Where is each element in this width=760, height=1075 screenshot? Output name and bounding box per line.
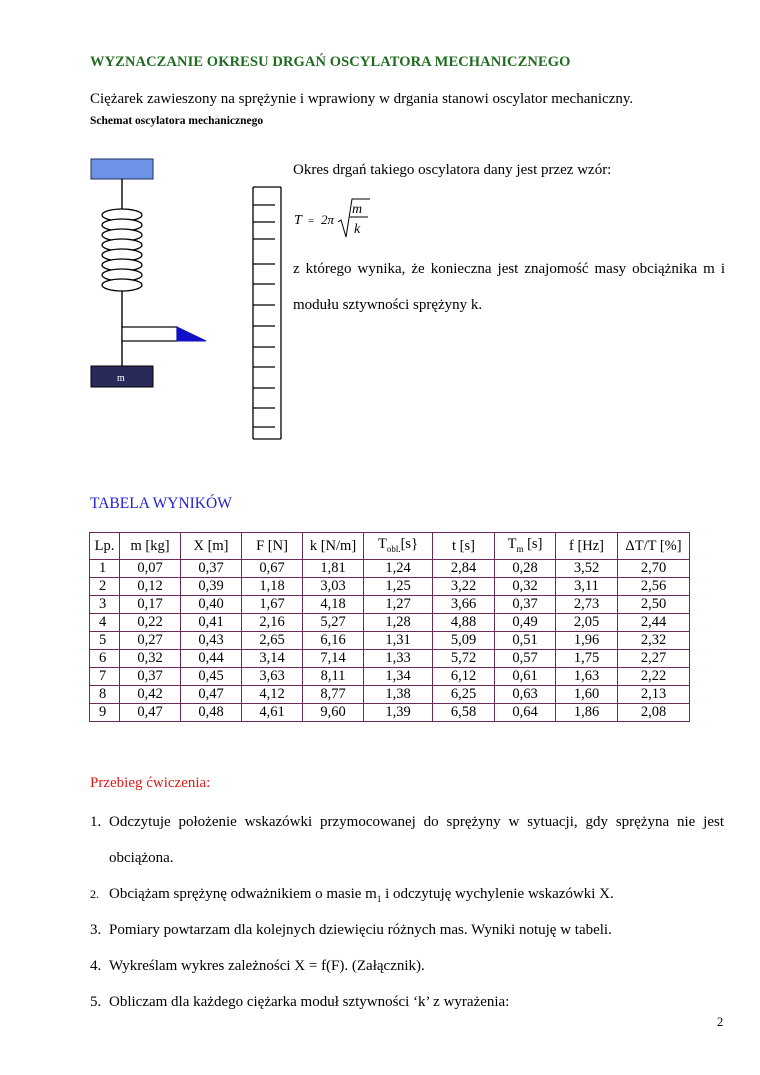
table-cell: 0,67 [242, 560, 303, 578]
header-m: m [kg] [120, 533, 181, 560]
formula-eq: = [308, 215, 315, 227]
intro-paragraph: Ciężarek zawieszony na sprężynie i wprawiony w drgania stanowi oscylator mechaniczny. [90, 91, 634, 107]
header-tobl: $T_{obl.}[s\}$ [364, 533, 433, 560]
table-cell: 2,50 [618, 596, 690, 614]
table-row [90, 578, 690, 596]
table-cell: 1,27 [364, 596, 433, 614]
table-cell: 3,66 [433, 596, 495, 614]
table-title: TABELA WYNIKÓW [90, 495, 232, 512]
table-cell: 2,56 [618, 578, 690, 596]
table-cell: 1,39 [364, 704, 433, 722]
table-cell: 1,34 [364, 668, 433, 686]
header-k: k [N/m] [303, 533, 364, 560]
table-cell: 6,25 [433, 686, 495, 704]
table-row [90, 704, 690, 722]
table-cell: 3,22 [433, 578, 495, 596]
header-f: F [N] [242, 533, 303, 560]
table-cell: 1,31 [364, 632, 433, 650]
step-number: 3. [90, 922, 102, 938]
table-cell: 0,32 [120, 650, 181, 668]
table-cell: 8,11 [303, 668, 364, 686]
table-cell: 1,24 [364, 560, 433, 578]
period-formula [290, 195, 380, 245]
table-cell: 0,32 [495, 578, 556, 596]
table-cell: 0,42 [120, 686, 181, 704]
table-cell: 6 [90, 650, 120, 668]
table-cell: 4,12 [242, 686, 303, 704]
page-title: WYZNACZANIE OKRESU DRGAŃ OSCYLATORA MECHANICZNEGO [90, 54, 571, 70]
table-cell: 7 [90, 668, 120, 686]
table-cell: 2,13 [618, 686, 690, 704]
table-cell: 0,27 [120, 632, 181, 650]
mount-block [91, 159, 153, 179]
step-number: 4. [90, 958, 102, 974]
table-cell: 0,63 [495, 686, 556, 704]
formula-lhs: T [294, 213, 302, 228]
table-cell: 0,37 [120, 668, 181, 686]
header-t: t [s] [433, 533, 495, 560]
mass-label: m [117, 373, 125, 384]
table-cell: 1,28 [364, 614, 433, 632]
table-cell: 2,65 [242, 632, 303, 650]
step-5-text: Obliczam dla każdego ciężarka moduł sztywności ‘k’ z wyrażenia: [109, 994, 510, 1010]
table-cell: 6,12 [433, 668, 495, 686]
table-cell: 1,38 [364, 686, 433, 704]
table-cell: 3,03 [303, 578, 364, 596]
table-cell: 0,39 [181, 578, 242, 596]
table-cell: 9 [90, 704, 120, 722]
table-cell: 0,17 [120, 596, 181, 614]
table-cell: 0,57 [495, 650, 556, 668]
table-cell: 9,60 [303, 704, 364, 722]
table-cell: 1,25 [364, 578, 433, 596]
table-cell: 4,61 [242, 704, 303, 722]
period-text-line1: z którego wynika, że konieczna jest znajomość masy obciążnika m i [293, 261, 725, 277]
table-cell: 1,96 [556, 632, 618, 650]
table-cell: 2,73 [556, 596, 618, 614]
table-cell: 3,14 [242, 650, 303, 668]
table-cell: 7,14 [303, 650, 364, 668]
table-cell: 0,47 [120, 704, 181, 722]
table-cell: 1 [90, 560, 120, 578]
schema-label: Schemat oscylatora mechanicznego [90, 115, 264, 127]
table-cell: 0,41 [181, 614, 242, 632]
table-cell: 0,64 [495, 704, 556, 722]
step-3-text: Pomiary powtarzam dla kolejnych dziewięciu różnych mas. Wyniki notuję w tabeli. [109, 922, 612, 938]
oscillator-diagram [85, 155, 300, 445]
step-1-continuation: obciążona. [109, 850, 174, 866]
step-5 [90, 994, 509, 1011]
table-cell: 0,43 [181, 632, 242, 650]
table-cell: 0,51 [495, 632, 556, 650]
table-cell: 1,18 [242, 578, 303, 596]
header-freq: f [Hz] [556, 533, 618, 560]
table-cell: 4,18 [303, 596, 364, 614]
table-cell: 0,47 [181, 686, 242, 704]
pointer-bar [122, 327, 177, 341]
table-cell: 2,84 [433, 560, 495, 578]
table-cell: 6,58 [433, 704, 495, 722]
table-cell: 4 [90, 614, 120, 632]
formula-den: k [354, 222, 361, 237]
step-number: 5. [90, 994, 102, 1010]
table-cell: 1,75 [556, 650, 618, 668]
table-row [90, 614, 690, 632]
table-cell: 0,44 [181, 650, 242, 668]
spring [102, 209, 142, 291]
table-cell: 1,67 [242, 596, 303, 614]
table-cell: 4,88 [433, 614, 495, 632]
step-4-text: Wykreślam wykres zależności X = f(F). (Załącznik). [109, 958, 425, 974]
table-cell: 8,77 [303, 686, 364, 704]
table-cell: 2,32 [618, 632, 690, 650]
formula-coef: 2π [321, 212, 335, 227]
period-intro: Okres drgań takiego oscylatora dany jest przez wzór: [293, 162, 612, 178]
table-row [90, 596, 690, 614]
table-cell: 5,27 [303, 614, 364, 632]
table-cell: 1,63 [556, 668, 618, 686]
table-row [90, 560, 690, 578]
table-cell: 1,81 [303, 560, 364, 578]
table-cell: 0,22 [120, 614, 181, 632]
period-text-line2: modułu sztywności sprężyny k. [293, 297, 483, 313]
header-dt: ΔT/T [%] [618, 533, 690, 560]
step-2-text: Obciążam sprężynę odważnikiem o masie $m_1$ i odczytuję wychylenie wskazówki X. [109, 886, 614, 904]
ruler-scale [253, 187, 281, 439]
step-1 [90, 814, 725, 831]
table-cell: 0,45 [181, 668, 242, 686]
table-cell: 0,28 [495, 560, 556, 578]
table-cell: 0,49 [495, 614, 556, 632]
step-1-text: Odczytuje położenie wskazówki przymocowanej do sprężyny w sytuacji, gdy sprężyna nie jest [109, 814, 724, 830]
table-cell: 1,60 [556, 686, 618, 704]
table-cell: 2,70 [618, 560, 690, 578]
formula-num: m [352, 202, 363, 217]
table-cell: 2,27 [618, 650, 690, 668]
step-number: 2. [90, 887, 99, 901]
table-cell: 6,16 [303, 632, 364, 650]
header-tm: $T_m$ [s] [495, 533, 556, 560]
table-cell: 2,08 [618, 704, 690, 722]
table-cell: 2,16 [242, 614, 303, 632]
step-3 [90, 922, 612, 939]
table-cell: 5,09 [433, 632, 495, 650]
table-cell: 1,33 [364, 650, 433, 668]
results-table [89, 532, 690, 722]
table-cell: 0,40 [181, 596, 242, 614]
table-cell: 3 [90, 596, 120, 614]
table-cell: 3,52 [556, 560, 618, 578]
table-cell: 0,48 [181, 704, 242, 722]
table-cell: 5,72 [433, 650, 495, 668]
page-number: 2 [717, 1015, 724, 1029]
table-cell: 0,07 [120, 560, 181, 578]
header-x: X [m] [181, 533, 242, 560]
table-row [90, 650, 690, 668]
table-cell: 5 [90, 632, 120, 650]
table-cell: 2,22 [618, 668, 690, 686]
pointer-arrow [177, 327, 206, 341]
table-cell: 3,63 [242, 668, 303, 686]
table-cell: 2 [90, 578, 120, 596]
table-cell: 0,12 [120, 578, 181, 596]
table-cell: 0,61 [495, 668, 556, 686]
table-row [90, 632, 690, 650]
table-cell: 8 [90, 686, 120, 704]
table-row [90, 686, 690, 704]
table-cell: 2,05 [556, 614, 618, 632]
table-cell: 1,86 [556, 704, 618, 722]
table-row [90, 668, 690, 686]
table-cell: 2,44 [618, 614, 690, 632]
table-header-row [90, 533, 690, 560]
procedure-title: Przebieg ćwiczenia: [90, 775, 211, 791]
header-lp: Lp. [90, 533, 120, 560]
step-4 [90, 958, 425, 975]
table-cell: 0,37 [181, 560, 242, 578]
table-cell: 3,11 [556, 578, 618, 596]
step-number: 1. [90, 814, 102, 830]
table-cell: 0,37 [495, 596, 556, 614]
step-2 [90, 886, 614, 904]
